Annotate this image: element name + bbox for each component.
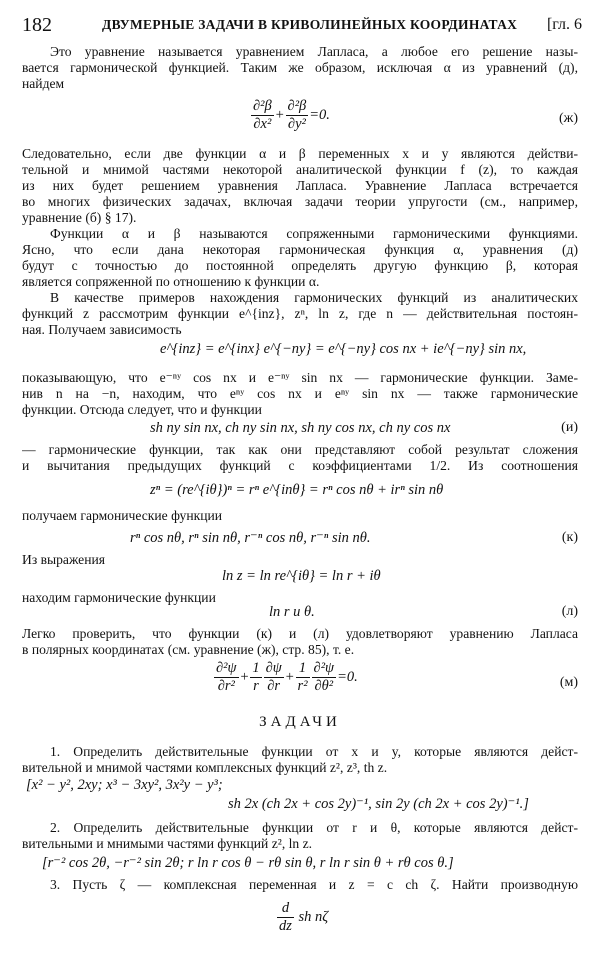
text-line: ная. Получаем зависимость: [22, 322, 182, 337]
equation-tag-m: (м): [559, 675, 578, 690]
text-line: вается гармонической функцией. Таким же образом, исключая α из уравнений (д),: [22, 60, 578, 75]
fraction-numerator: 1: [252, 660, 260, 676]
text-line: является сопряженной по отношению к функции α.: [22, 274, 320, 289]
fraction-numerator: ∂²ψ: [313, 660, 335, 676]
equation-i: sh ny sin nx, ch ny sin nx, sh ny cos nx, ch ny cos nx: [150, 420, 451, 436]
fraction-numerator: ∂²β: [253, 98, 272, 114]
fraction-denominator: ∂r²: [217, 678, 235, 694]
text-line: Функции α и β называются сопряженными гармоническими функциями.: [50, 226, 578, 241]
text-line: в полярных координатах (см. уравнение (ж), стр. 85), т. е.: [22, 642, 355, 657]
text-line: показывающую, что e⁻ⁿʸ cos nx и e⁻ⁿʸ sin nx — гармонические функции. Заме-: [22, 370, 578, 385]
text-line: из них будет решением уравнения Лапласа. Уравнение Лапласа встречается: [22, 178, 578, 193]
text-line: функций z рассмотрим функции e^{inz}, zⁿ, ln z, где n — действительная постоян-: [22, 306, 578, 321]
text-line: получаем гармонические функции: [22, 508, 223, 523]
equation-tag-k: (к): [561, 530, 578, 545]
equation-rhs: =0.: [337, 668, 358, 685]
text-line: и вычитания предыдущих функций с коэффициентами 1/2. Из соотношения: [22, 458, 578, 473]
equation-k: rⁿ cos nθ, rⁿ sin nθ, r⁻ⁿ cos nθ, r⁻ⁿ sin nθ.: [130, 530, 371, 546]
fraction-denominator: ∂θ²: [314, 678, 334, 694]
text-line: будут с точностью до постоянной определять другую функцию β, которая: [22, 258, 578, 273]
equation-tag-l: (л): [561, 604, 578, 619]
equation-zh: [250, 98, 330, 133]
running-header: [22, 14, 582, 36]
fraction-denominator: r²: [297, 678, 308, 694]
text-line: Это уравнение называется уравнением Лапласа, а любое его решение назы-: [50, 44, 578, 59]
equation-tag-zh: (ж): [559, 111, 578, 126]
problem-1-answer: [x² − y², 2xy; x³ − 3xy², 3x²y − y³;: [26, 777, 223, 793]
section-heading: ЗАДАЧИ: [259, 714, 341, 730]
page-number: 182: [22, 14, 52, 36]
problem-2-line: вительными и мнимыми частями функций z², ln z.: [22, 836, 313, 851]
equation-m: [213, 660, 358, 695]
fraction-denominator: ∂r: [267, 678, 281, 694]
equation-ln: ln z = ln re^{iθ} = ln r + iθ: [222, 568, 381, 584]
plus-sign: +: [284, 668, 295, 685]
text-line: найдем: [22, 76, 65, 91]
text-line: Следовательно, если две функции α и β переменных x и y являются действи-: [22, 146, 578, 161]
problem-1-line: 1. Определить действительные функции от x и y, которые являются дейст-: [50, 744, 578, 759]
fraction-numerator: ∂²β: [287, 98, 307, 114]
text-line: Легко проверить, что функции (к) и (л) удовлетворяют уравнению Лапласа: [22, 626, 578, 641]
fraction-denominator: ∂y²: [287, 116, 306, 132]
text-line: функции. Отсюда следует, что и функции: [22, 402, 262, 417]
problem-2-line: 2. Определить действительные функции от r и θ, которые являются дейст-: [50, 820, 578, 835]
derivative-target: sh nζ: [298, 908, 329, 925]
problem-1-line: вительной и мнимой частями комплексных функций z², z³, th z.: [22, 760, 388, 775]
equation-tag-i: (и): [561, 420, 578, 435]
problem-3-expression: [276, 900, 328, 935]
running-title: ДВУМЕРНЫЕ ЗАДАЧИ В КРИВОЛИНЕЙНЫХ КООРДИНАТАХ: [102, 17, 518, 32]
fraction-denominator: ∂x²: [253, 116, 272, 132]
text-line: находим гармонические функции: [22, 590, 216, 605]
problem-1-answer: sh 2x (ch 2x + cos 2y)⁻¹, sin 2y (ch 2x + cos 2y)⁻¹.]: [228, 796, 529, 812]
equation-power: zⁿ = (re^{iθ})ⁿ = rⁿ e^{inθ} = rⁿ cos nθ + irⁿ sin nθ: [150, 482, 444, 498]
text-line: тельной и мнимой частями некоторой аналитической функции f (z), то каждая: [22, 162, 578, 177]
fraction-numerator: ∂ψ: [265, 660, 282, 676]
text-line: во многих физических задачах, включая задачи теории упругости (см., например,: [22, 194, 578, 209]
fraction-numerator: 1: [296, 660, 310, 678]
text-line: — гармонические функции, так как они представляют собой результат сложения: [22, 442, 578, 457]
plus-sign: +: [239, 668, 250, 685]
plus-sign: +: [274, 106, 285, 123]
problem-2-answer: [r⁻² cos 2θ, −r⁻² sin 2θ; r ln r cos θ − rθ sin θ, r ln r sin θ + rθ cos θ.]: [42, 855, 454, 871]
fraction-numerator: ∂²ψ: [216, 660, 237, 676]
equation-exp: e^{inz} = e^{inx} e^{−ny} = e^{−ny} cos nx + ie^{−ny} sin nx,: [160, 341, 527, 357]
text-line: В качестве примеров нахождения гармонических функций из аналитических: [50, 290, 578, 305]
equation-rhs: =0.: [309, 106, 330, 123]
fraction-denominator: dz: [279, 918, 292, 934]
fraction-numerator: d: [277, 900, 294, 918]
text-line: Ясно, что если дана некоторая гармоническая функция α, уравнения (д): [22, 242, 578, 257]
equation-l: ln r и θ.: [269, 604, 315, 620]
problem-3-line: 3. Пусть ζ — комплексная переменная и z = c ch ζ. Найти производную: [50, 877, 578, 892]
fraction-denominator: r: [253, 678, 259, 694]
text-line: нив n на −n, находим, что eⁿʸ cos nx и eⁿʸ sin nx — также гармонические: [22, 386, 578, 401]
chapter-marker: [гл. 6: [546, 16, 582, 33]
text-line: Из выражения: [22, 552, 106, 567]
text-line: уравнение (б) § 17).: [22, 210, 137, 225]
